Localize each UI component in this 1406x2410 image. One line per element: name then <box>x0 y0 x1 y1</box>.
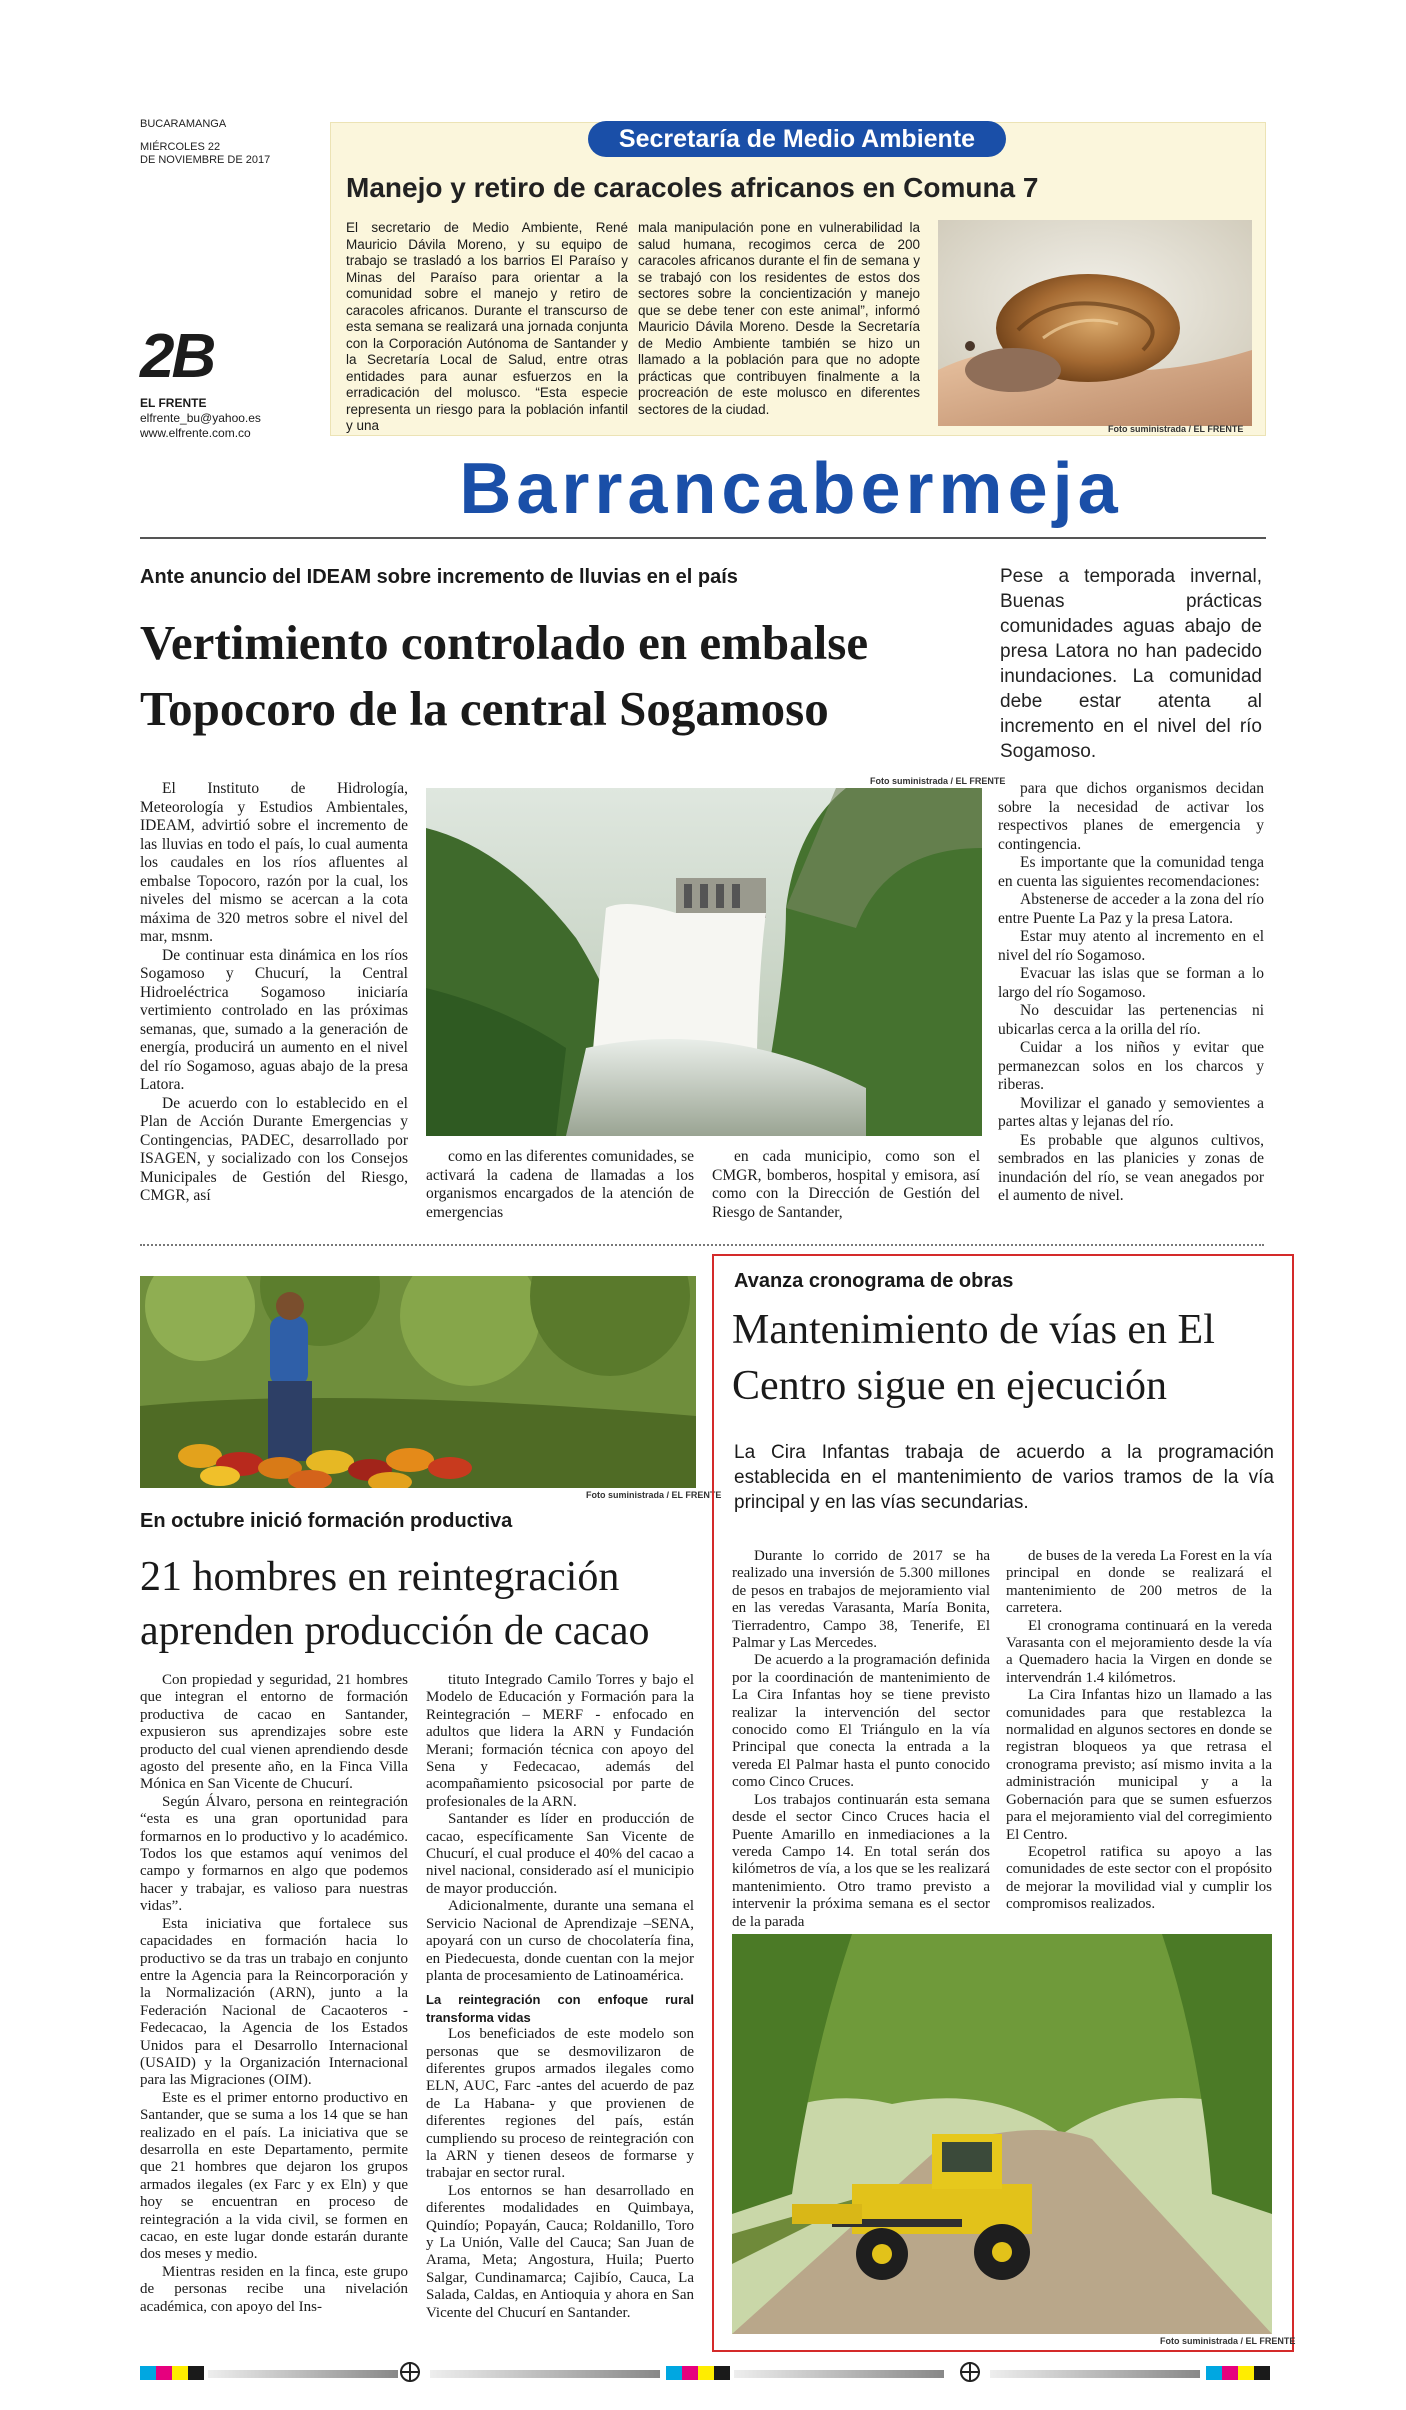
story1-col4-p8: Movilizar el ganado y semovientes a partes altas y lejanas del río. <box>998 1094 1264 1130</box>
section-divider <box>140 537 1266 539</box>
story3-col-1 <box>732 1548 990 1931</box>
dam-photo <box>426 788 982 1136</box>
story1-headline <box>140 610 990 742</box>
story1-col-3 <box>712 1148 980 1222</box>
story2-kicker: En octubre inició formación productiva <box>140 1510 513 1532</box>
contact-block <box>140 396 261 441</box>
story1-photo-credit: Foto suministrada / EL FRENTE <box>870 776 1006 786</box>
registration-crosshair-right <box>960 2362 980 2382</box>
snail-photo <box>938 220 1252 426</box>
masthead-info <box>140 118 270 167</box>
story3-headline-line1: Mantenimiento de vías en El <box>732 1307 1215 1353</box>
registration-colors-right <box>1206 2366 1270 2380</box>
story1-col3-text: en cada municipio, como son el CMGR, bomberos, hospital y emisora, así como con la Dirección de Gestión del Riesgo de Santander, <box>712 1148 980 1221</box>
story1-col4-p1: para que dichos organismos decidan sobre la necesidad de activar los respectivos planes de emergencia y contingencia. <box>998 780 1264 853</box>
section-title: Barrancabermeja <box>459 449 1123 529</box>
story1-kicker: Ante anuncio del IDEAM sobre incremento de lluvias en el país <box>140 566 738 588</box>
story1-col1-p1: El Instituto de Hidrología, Meteorología y Estudios Ambientales, IDEAM, advirtió sobre el incremento de las lluvias en todo el país, lo cual aumenta los caudales en los ríos afluentes al embalse Topocoro, razón por la cual, los niveles del mismo se acercan a la cota máxima de 320 metros sobre el nivel del mar, msnm. <box>140 780 408 945</box>
story2-col-2 <box>426 1672 694 2322</box>
story1-col4-p2: Es importante que la comunidad tenga en cuenta las siguientes recomendaciones: <box>998 854 1264 890</box>
story3-col-2 <box>1006 1548 1272 1914</box>
section-label-pill: Secretaría de Medio Ambiente <box>588 121 1006 157</box>
box-headline: Manejo y retiro de caracoles africanos en Comuna 7 <box>346 172 1039 203</box>
story3-deck: La Cira Infantas trabaja de acuerdo a la programación establecida en el mantenimiento de varios tramos de la vía principal y en las vías secundarias. <box>734 1442 1274 1513</box>
registration-colors-left <box>140 2366 204 2380</box>
story2-headline-line2: aprenden producción de cacao <box>140 1608 650 1654</box>
story1-headline-line1: Vertimiento controlado en embalse <box>140 615 869 670</box>
story1-col2-text: como en las diferentes comunidades, se activará la cadena de llamadas a los organismos encargados de la atención de emergencias <box>426 1148 694 1221</box>
story2-col1-p1: Con propiedad y seguridad, 21 hombres que integran el entorno de formación productiva de cacao en Santander, expusieron sus aprendizajes sobre este producto del cual vienen aprendiendo desde agosto del presente año, en la Finca Villa Mónica en San Vicente de Chucurí. <box>140 1672 408 1793</box>
gray-bar-right <box>990 2370 1200 2378</box>
email-link[interactable]: elfrente_bu@yahoo.es <box>140 411 261 425</box>
box-photo-credit: Foto suministrada / EL FRENTE <box>1108 424 1244 434</box>
story1-col4-p3: Abstenerse de acceder a la zona del río entre Puente La Paz y la presa Latora. <box>998 891 1264 927</box>
cacao-photo <box>140 1276 696 1488</box>
story2-headline <box>140 1550 700 1658</box>
story2-headline-line1: 21 hombres en reintegración <box>140 1554 620 1600</box>
story3-col1-p1: Durante lo corrido de 2017 se ha realizado una inversión de 5.300 millones de pesos en trabajos de mejoramiento vial en las veredas Varasanta, María Bonita, Tierradentro, Campo 38, Tenerife, El Palmar y Las Mercedes. <box>732 1548 990 1652</box>
registration-colors-mid <box>666 2366 730 2380</box>
gray-bar-mid <box>430 2370 660 2378</box>
grader-photo <box>732 1934 1272 2334</box>
story3-col2-p3: La Cira Infantas hizo un llamado a las comunidades para que restablezca la normalidad en algunos sectores en donde se registran bloqueos ya que retrasa el cronograma previsto; así mismo invita a la administración municipal y a la Gobernación para que se sumen esfuerzos para el mejoramiento vial del corregimiento El Centro. <box>1006 1687 1272 1843</box>
story2-col1-p4: Este es el primer entorno productivo en Santander, que se suma a los 14 que se han realizado en el país. La iniciativa que se desarrolla en este Departamento, permite que 21 hombres que dejaron los grupos armados ilegales (ex Farc y ex Eln) y que hoy se encuentran en proceso de reintegración a la vida civil, se formen en cacao, en este lugar donde estarán durante dos meses y medio. <box>140 2089 408 2263</box>
story2-col1-p2: Según Álvaro, persona en reintegración “esta es una gran oportunidad para formarnos en lo productivo y lo académico. Todos los que estamos aquí venimos del campo y formarnos en algo que podemos hacer y trabajar, es valioso para nuestras vidas”. <box>140 1793 408 1915</box>
story1-col4-p7: Cuidar a los niños y evitar que permanezcan solos en los charcos y riberas. <box>998 1039 1264 1093</box>
date-line-2: DE NOVIEMBRE DE 2017 <box>140 154 271 166</box>
story3-kicker: Avanza cronograma de obras <box>734 1270 1014 1292</box>
story3-col2-p1: de buses de la vereda La Forest en la vía principal en donde se realizará el mantenimiento de 200 metros de la carretera. <box>1006 1548 1272 1617</box>
story2-subhead: La reintegración con enfoque rural transforma vidas <box>426 1992 694 2025</box>
registration-crosshair-left <box>400 2362 420 2382</box>
gray-bar-mid2 <box>734 2370 944 2378</box>
story2-col2-p1: tituto Integrado Camilo Torres y bajo el Modelo de Educación y Formación para la Reintegración – MERF - enfocado en adultos que lidera la ARN y Fundación Merani; formación técnica con apoyo del Sena y Fedecacao, además del acompañamiento psicosocial por parte de profesionales de la ARN. <box>426 1672 694 1810</box>
story3-col2-p2: El cronograma continuará en la vereda Varasanta con el mejoramiento desde la vía a Quemadero hacia la Virgen en donde se intervendrán 1.4 kilómetros. <box>1006 1617 1272 1686</box>
box-col-1: El secretario de Medio Ambiente, René Mauricio Dávila Moreno, y su equipo de trabajo se trasladó a los barrios El Paraíso y Minas del Paraíso para orientar a la comunidad sobre el manejo y retiro de caracoles africanos. Durante el transcurso de esta semana se realizará una jornada conjunta con la Corporación Autónoma de Santander y la Secretaría Local de Salud, entre otras entidades para aunar esfuerzos en la erradicación del molusco. “Esta especie representa un riesgo para la población infantil y una <box>346 220 628 433</box>
story2-col2-p3: Adicionalmente, durante una semana el Servicio Nacional de Aprendizaje –SENA, apoyará con un curso de chocolatería fina, en Piedecuesta, donde cuentan con la mejor planta de procesamiento de Latinoamérica. <box>426 1898 694 1984</box>
date-line-1: MIÉRCOLES 22 <box>140 141 221 153</box>
story1-deck: Pese a temporada invernal, Buenas prácticas comunidades aguas abajo de presa Latora no han padecido inundaciones. La comunidad debe estar atenta al incremento en el nivel del río Sogamoso. <box>1000 566 1262 762</box>
city-label: BUCARAMANGA <box>140 118 227 130</box>
story1-headline-line2: Topocoro de la central Sogamoso <box>140 681 829 736</box>
story1-col4-p9: Es probable que algunos cultivos, sembrados en las planicies y zonas de inundación del río, se vean anegados por el aumento de nivel. <box>998 1131 1264 1204</box>
story2-photo-credit: Foto suministrada / EL FRENTE <box>586 1490 722 1500</box>
story3-headline-line2: Centro sigue en ejecución <box>732 1363 1168 1409</box>
page-number: 2B <box>140 322 214 391</box>
story3-col2-p4: Ecopetrol ratifica su apoyo a las comunidades de este sector con el propósito de mejorar la movilidad vial y cumplir los compromisos realizados. <box>1006 1843 1272 1913</box>
box-col-2: mala manipulación pone en vulnerabilidad la salud humana, recogimos cerca de 200 caracoles africanos durante el fin de semana y se trabajó con los residentes de estos dos sectores sobre la concientización y manejo que se debe tener con este animal”, informó Mauricio Dávila Moreno. Desde la Secretaría de Medio Ambiente también se hizo un llamado a la población para que no adopte prácticas que contribuyen finalmente a la procreación de este molusco en diferentes sectores de la ciudad. <box>638 220 920 417</box>
story1-col4-p4: Estar muy atento al incremento en el nivel del río Sogamoso. <box>998 928 1264 964</box>
story3-headline <box>732 1302 1284 1414</box>
story2-col1-p5: Mientras residen en la finca, este grupo de personas recibe una nivelación académica, con apoyo del Ins- <box>140 2263 408 2315</box>
story1-col1-p2: De continuar esta dinámica en los ríos Sogamoso y Chucurí, la Central Hidroeléctrica Sogamoso iniciaría vertimiento controlado en las próximas semanas, que, sumado a la generación de energía, producirá un aumento en el nivel del río Sogamoso, aguas abajo de la presa Latora. <box>140 946 408 1093</box>
website-link[interactable]: www.elfrente.com.co <box>140 426 251 440</box>
story3-photo-credit: Foto suministrada / EL FRENTE <box>1160 2336 1296 2346</box>
story2-col2-p4: Los beneficiados de este modelo son personas que se desmovilizaron de diferentes grupos armados ilegales como ELN, AUC, Farc -antes del acuerdo de paz de La Habana- y que provienen de diferentes regiones del país, están cumpliendo su proceso de reintegración con la ARN y tienen deseos de formarse y trabajar en sector rural. <box>426 2026 694 2182</box>
story3-col1-p3: Los trabajos continuarán esta semana desde el sector Cinco Cruces hacia el Puente Amarillo en inmediaciones a la vereda Campo 14. En total serán dos kilómetros de vía, a los que se les realizará mantenimiento. Otro tramo previsto a intervenir la próxima semana es el sector de la parada <box>732 1791 990 1930</box>
story-divider <box>140 1244 1264 1246</box>
gray-bar-left <box>208 2370 398 2378</box>
story2-col2-p5: Los entornos se han desarrollado en diferentes modalidades en Quimbaya, Quindío; Popayán, Cauca; Roldanillo, Toro y La Unión, Valle del Cauca; San Juan de Arama, Meta; Angostura, Huila; Puerto Salgar, Cundinamarca; Cajibío, Cauca, La Salada, Caldas, en Antioquia y ahora en San Vicente del Chucurí en Santander. <box>426 2182 694 2321</box>
story2-col-1 <box>140 1672 408 2316</box>
story1-col-1 <box>140 780 408 1206</box>
paper-name: EL FRENTE <box>140 396 207 410</box>
story3-col1-p2: De acuerdo a la programación definida por la coordinación de mantenimiento de La Cira Infantas hoy se tiene previsto realizar la intervención del sector conocido como El Triángulo en la vía Principal que conecta la entrada a la vereda El Palmar hasta el punto conocido como Cinco Cruces. <box>732 1652 990 1791</box>
story1-col4-p5: Evacuar las islas que se forman a lo largo del río Sogamoso. <box>998 965 1264 1001</box>
story1-col-2 <box>426 1148 694 1222</box>
story1-col4-p6: No descuidar las pertenencias ni ubicarlas cerca a la orilla del río. <box>998 1002 1264 1038</box>
story1-col-4 <box>998 780 1264 1206</box>
story2-col1-p3: Esta iniciativa que fortalece sus capacidades en formación hacia lo productivo se da tras un trabajo en conjunto entre la Agencia para la Reincorporación y la Normalización (ARN), junto a la Federación Nacional de Cacaoteros - Fedecacao, la Agencia de los Estados Unidos para el Desarrollo Internacional (USAID) y la Organización Internacional para las Migraciones (OIM). <box>140 1915 408 2089</box>
story2-col2-p2: Santander es líder en producción de cacao, específicamente San Vicente de Chucurí, el cual produce el 40% del cacao a nivel nacional, considerado así el municipio de mayor producción. <box>426 1811 694 1897</box>
story1-col1-p3: De acuerdo con lo establecido en el Plan de Acción Durante Emergencias y Contingencias, PADEC, desarrollado por ISAGEN, y socializado con los Consejos Municipales de Gestión del Riesgo, CMGR, así <box>140 1094 408 1204</box>
